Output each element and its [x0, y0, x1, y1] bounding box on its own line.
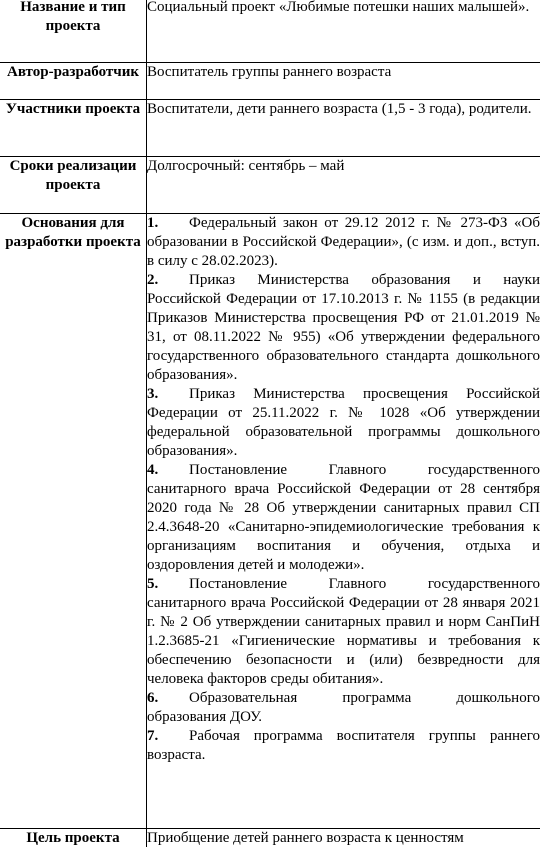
list-item: [147, 214, 540, 271]
row-content: [147, 63, 540, 100]
table-row: [0, 214, 540, 829]
row-content-text: Воспитатели, дети раннего возраста (1,5 - 3 года), родители.: [147, 101, 532, 117]
row-content: [147, 100, 540, 157]
row-content-text: Воспитатель группы раннего возраста: [147, 64, 392, 80]
list-item-number: 1.: [147, 215, 159, 231]
list-item-text: Образовательная программа дошкольного образования ДОУ.: [147, 690, 540, 725]
table-row: [0, 0, 540, 63]
list-item-number: 7.: [147, 728, 159, 744]
table-row: [0, 157, 540, 214]
list-item: [147, 271, 540, 385]
row-label: Название и тип проекта: [0, 0, 147, 63]
list-item-text: Постановление Главного государственного санитарного врача Российской Федерации от 28 сентября 2020 года № 28 Об утверждении санитарных правил СП 2.4.3648-20 «Санитарно-эпидемиологические требования к организациям воспитания и обучения, отдыха и оздоровления детей и молодежи».: [147, 462, 540, 573]
row-label: Участники проекта: [0, 100, 147, 157]
list-item-text: Приказ Министерства образования и науки Российской Федерации от 17.10.2013 г. № 1155 (в редакции Приказов Министерства просвещения РФ от 21.01.2019 № 31, от 08.11.2022 № 955) «Об утверждении федерального государственного образовательного стандарта дошкольного образования».: [147, 272, 540, 383]
row-content: [147, 157, 540, 214]
list-item-text: Приказ Министерства просвещения Российской Федерации от 25.11.2022 г. № 1028 «Об утверждении федеральной образовательной программы дошкольного образования».: [147, 386, 540, 459]
list-item: [147, 385, 540, 461]
table-row: [0, 100, 540, 157]
list-item: [147, 575, 540, 689]
row-label: Сроки реализации проекта: [0, 157, 147, 214]
table-row: [0, 829, 540, 847]
row-label: Цель проекта: [0, 829, 147, 847]
list-item: [147, 689, 540, 727]
list-item: [147, 461, 540, 575]
list-item-number: 2.: [147, 272, 159, 288]
list-item-number: 6.: [147, 690, 159, 706]
row-content: [147, 829, 540, 847]
row-content-text: Социальный проект «Любимые потешки наших малышей».: [147, 0, 530, 15]
list-item-text: Постановление Главного государственного санитарного врача Российской Федерации от 28 января 2021 г. № 2 Об утверждении санитарных правил и норм СанПиН 1.2.3685-21 «Гигиенические нормативы и требования к обеспечению безопасности и (или) безвредности для человека факторов среды обитания».: [147, 576, 540, 687]
list-item-number: 3.: [147, 386, 159, 402]
row-label: Автор-разработчик: [0, 63, 147, 100]
list-item-number: 5.: [147, 576, 159, 592]
list-item-number: 4.: [147, 462, 159, 478]
list-item-text: Федеральный закон от 29.12 2012 г. № 273-ФЗ «Об образовании в Российской Федерации», (с изм. и доп., вступ. в силу с 28.02.2023).: [147, 215, 540, 269]
list-item-text: Рабочая программа воспитателя группы раннего возраста.: [147, 728, 540, 763]
list-item: [147, 727, 540, 765]
table-row: [0, 63, 540, 100]
row-content-text: Долгосрочный: сентябрь – май: [147, 158, 345, 174]
row-content-text: Приобщение детей раннего возраста к ценностям: [147, 830, 464, 846]
row-label: Основания для разработки проекта: [0, 214, 147, 829]
row-content: [147, 0, 540, 63]
row-content: [147, 214, 540, 829]
